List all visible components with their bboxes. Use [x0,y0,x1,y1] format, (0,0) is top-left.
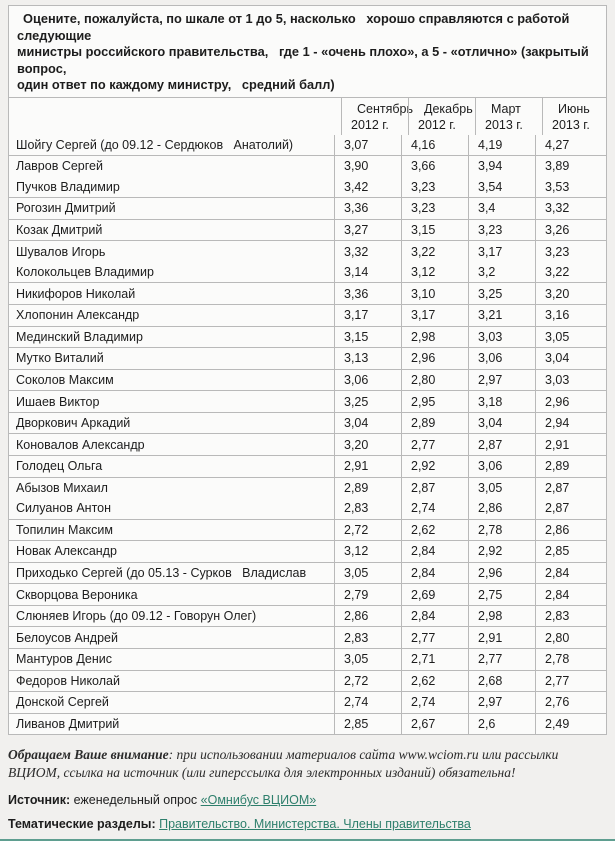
table-row [9,347,606,369]
table-row [9,455,606,477]
score-cell: 2,89 [334,478,401,499]
table-row [9,498,606,519]
minister-name: Шойгу Сергей (до 09.12 - Сердюков Анатолий) [16,137,294,152]
minister-name: Федоров Николай [16,673,120,688]
score-cell: 2,98 [401,327,468,348]
table-row [9,583,606,605]
score-cell: 2,91 [334,456,401,477]
score-cell: 3,05 [535,327,600,348]
minister-name: Лавров Сергей [16,159,103,174]
score-cell: 2,77 [468,649,535,670]
score-cell: 2,62 [401,671,468,692]
score-cell: 3,26 [535,220,600,241]
minister-name: Козак Дмитрий [16,223,103,238]
survey-question [9,6,606,97]
score-cell: 3,32 [535,198,600,219]
score-cell: 3,22 [401,241,468,262]
score-cell: 3,03 [535,370,600,391]
score-cell: 3,16 [535,305,600,326]
table-row [9,412,606,434]
minister-name: Мантуров Денис [16,652,112,667]
score-cell: 3,23 [468,220,535,241]
copyright-notice-text: : при использовании материалов сайта www.wciom.ru или рассылки ВЦИОМ, ссылка на источник (или гиперссылка для электронных изданий) обязательна! [8,747,559,780]
score-cell: 3,42 [334,177,401,198]
score-cell: 3,25 [468,283,535,304]
score-cell: 2,77 [401,434,468,455]
table-row [9,562,606,584]
score-cell: 3,66 [401,156,468,177]
score-cell: 2,85 [334,714,401,735]
score-cell: 2,84 [535,584,600,605]
minister-name: Пучков Владимир [16,179,120,194]
score-cell: 2,83 [334,498,401,519]
footer [0,746,615,832]
minister-name: Ишаев Виктор [16,394,100,409]
table-row [9,369,606,391]
score-cell: 3,06 [334,370,401,391]
table-row [9,177,606,198]
topics-link[interactable]: Правительство. Министерства. Члены правительства [159,817,471,832]
score-cell: 2,62 [401,520,468,541]
score-cell: 3,21 [468,305,535,326]
minister-column-header [9,98,341,135]
score-cell: 2,84 [401,563,468,584]
score-cell: 2,96 [401,348,468,369]
table-row [9,219,606,241]
score-cell: 3,05 [334,649,401,670]
ratings-table [8,5,607,735]
score-cell: 2,98 [468,606,535,627]
column-header-jun2013: Июнь 2013 г. [542,98,607,135]
score-cell: 2,68 [468,671,535,692]
score-cell: 3,27 [334,220,401,241]
score-cell: 4,27 [535,135,600,156]
score-cell: 2,72 [334,671,401,692]
score-cell: 3,23 [401,198,468,219]
score-cell: 2,84 [535,563,600,584]
score-cell: 2,92 [401,456,468,477]
table-row [9,648,606,670]
score-cell: 3,15 [334,327,401,348]
score-cell: 3,14 [334,262,401,283]
score-cell: 3,89 [535,156,600,177]
minister-name: Топилин Максим [16,522,113,537]
score-cell: 3,2 [468,262,535,283]
table-row [9,433,606,455]
score-cell: 2,84 [401,606,468,627]
minister-name: Силуанов Антон [16,501,112,516]
score-cell: 2,96 [535,391,600,412]
score-cell: 3,17 [334,305,401,326]
survey-question-line: министры российского правительства, где 1 - «очень плохо», а 5 - «отлично» (закрытый вопрос, [17,44,589,76]
score-cell: 3,04 [334,413,401,434]
score-cell: 4,16 [401,135,468,156]
score-cell: 2,86 [535,520,600,541]
table-row [9,540,606,562]
minister-name: Рогозин Дмитрий [16,201,116,216]
score-cell: 2,91 [535,434,600,455]
score-cell: 2,80 [535,627,600,648]
table-row [9,282,606,304]
score-cell: 3,23 [401,177,468,198]
score-cell: 3,04 [468,413,535,434]
score-cell: 3,15 [401,220,468,241]
column-header-sep2012: Сентябрь 2012 г. [341,98,408,135]
score-cell: 3,06 [468,456,535,477]
minister-name: Донской Сергей [16,695,109,710]
score-cell: 2,94 [535,413,600,434]
source-label: Источник: [8,793,71,808]
score-cell: 3,18 [468,391,535,412]
minister-name: Белоусов Андрей [16,630,118,645]
score-cell: 2,80 [401,370,468,391]
table-row [9,390,606,412]
score-cell: 3,04 [535,348,600,369]
score-cell: 3,20 [535,283,600,304]
score-cell: 2,87 [535,498,600,519]
table-row [9,691,606,713]
minister-name: Коновалов Александр [16,437,145,452]
score-cell: 3,10 [401,283,468,304]
score-cell: 2,76 [535,692,600,713]
score-cell: 2,86 [468,498,535,519]
score-cell: 3,36 [334,198,401,219]
table-row [9,240,606,262]
score-cell: 3,36 [334,283,401,304]
minister-name: Никифоров Николай [16,286,136,301]
score-cell: 3,20 [334,434,401,455]
minister-name: Абызов Михаил [16,480,108,495]
score-cell: 2,77 [535,671,600,692]
survey-question-line: Оцените, пожалуйста, по шкале от 1 до 5, насколько хорошо справляются с работой следующие [17,11,570,43]
score-cell: 3,17 [468,241,535,262]
score-cell: 2,92 [468,541,535,562]
score-cell: 2,6 [468,714,535,735]
copyright-notice [8,746,603,781]
minister-name: Голодец Ольга [16,459,103,474]
score-cell: 2,87 [468,434,535,455]
score-cell: 2,86 [334,606,401,627]
column-header-mar2013: Март 2013 г. [475,98,542,135]
score-cell: 2,95 [401,391,468,412]
minister-name: Новак Александр [16,544,117,559]
table-row [9,326,606,348]
table-body [9,135,606,735]
score-cell: 2,78 [468,520,535,541]
minister-name: Хлопонин Александр [16,308,140,323]
topics-line [8,817,607,832]
score-cell: 3,17 [401,305,468,326]
score-cell: 2,97 [468,370,535,391]
topics-label: Тематические разделы: [8,817,160,832]
score-cell: 3,03 [468,327,535,348]
score-cell: 3,07 [334,135,401,156]
score-cell: 3,54 [468,177,535,198]
minister-name: Соколов Максим [16,372,114,387]
score-cell: 2,87 [535,478,600,499]
source-text: еженедельный опрос [70,793,201,808]
minister-name: Мутко Виталий [16,351,104,366]
minister-name: Шувалов Игорь [16,244,106,259]
score-cell: 3,32 [334,241,401,262]
score-cell: 2,83 [535,606,600,627]
table-row [9,626,606,648]
score-cell: 2,78 [535,649,600,670]
score-cell: 3,06 [468,348,535,369]
score-cell: 3,22 [535,262,600,283]
score-cell: 2,96 [468,563,535,584]
source-link[interactable]: «Омнибус ВЦИОМ» [200,793,317,808]
score-cell: 2,89 [401,413,468,434]
score-cell: 3,05 [468,478,535,499]
table-header-row [9,97,606,135]
score-cell: 2,72 [334,520,401,541]
score-cell: 4,19 [468,135,535,156]
copyright-notice-label: Обращаем Ваше внимание [8,747,169,763]
score-cell: 3,25 [334,391,401,412]
score-cell: 2,89 [535,456,600,477]
score-cell: 2,87 [401,478,468,499]
minister-name: Слюняев Игорь (до 09.12 - Говорун Олег) [16,609,257,624]
table-row [9,605,606,627]
score-cell: 2,67 [401,714,468,735]
table-row [9,713,606,735]
score-cell: 2,74 [401,692,468,713]
score-cell: 3,4 [468,198,535,219]
minister-name: Колокольцев Владимир [16,265,154,280]
score-cell: 3,12 [334,541,401,562]
score-cell: 3,53 [535,177,600,198]
score-cell: 2,71 [401,649,468,670]
minister-name: Мединский Владимир [16,329,143,344]
table-row [9,670,606,692]
score-cell: 3,90 [334,156,401,177]
score-cell: 2,83 [334,627,401,648]
score-cell: 2,97 [468,692,535,713]
minister-name: Дворкович Аркадий [16,416,131,431]
table-row [9,304,606,326]
table-row [9,155,606,177]
score-cell: 2,75 [468,584,535,605]
table-row [9,262,606,283]
score-cell: 2,77 [401,627,468,648]
column-header-dec2012: Декабрь 2012 г. [408,98,475,135]
score-cell: 3,23 [535,241,600,262]
score-cell: 3,13 [334,348,401,369]
score-cell: 2,79 [334,584,401,605]
table-row [9,197,606,219]
table-row [9,135,606,156]
score-cell: 3,12 [401,262,468,283]
score-cell: 3,05 [334,563,401,584]
table-row [9,519,606,541]
score-cell: 2,69 [401,584,468,605]
source-line [8,793,607,808]
minister-name: Приходько Сергей (до 05.13 - Сурков Владислав [16,566,307,581]
score-cell: 3,94 [468,156,535,177]
score-cell: 2,74 [401,498,468,519]
score-cell: 2,49 [535,714,600,735]
minister-name: Ливанов Дмитрий [16,716,120,731]
minister-name: Скворцова Вероника [16,587,138,602]
score-cell: 2,91 [468,627,535,648]
score-cell: 2,74 [334,692,401,713]
score-cell: 2,84 [401,541,468,562]
score-cell: 2,85 [535,541,600,562]
survey-question-line: один ответ по каждому министру, средний балл) [17,77,335,92]
table-row [9,477,606,499]
